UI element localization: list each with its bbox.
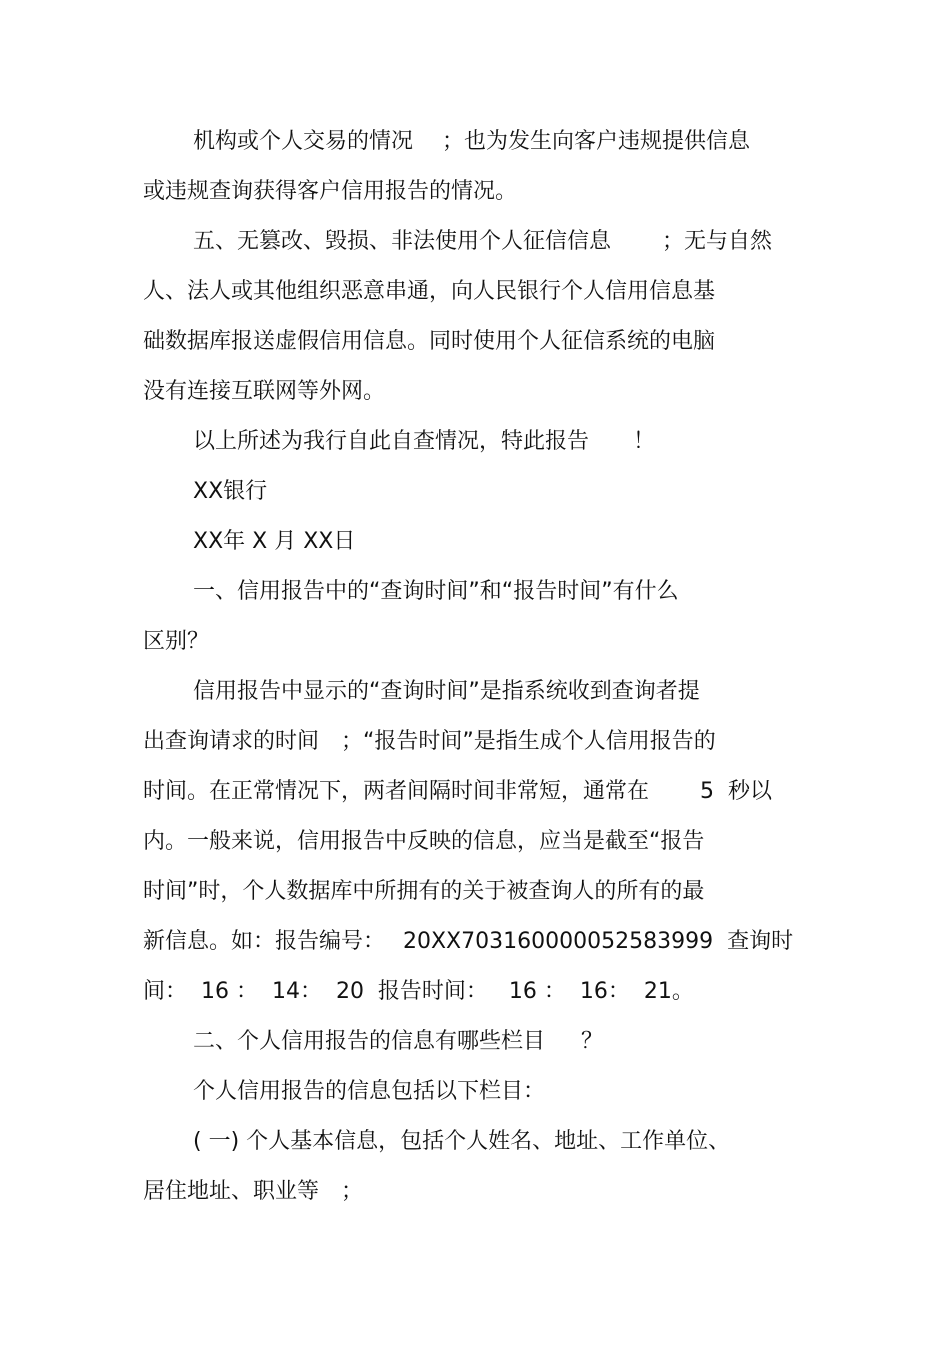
text-line: 人、法人或其他组织恶意串通，向人民银行个人信用信息基 [143, 279, 716, 304]
text-line: 五、无篡改、毁损、非法使用个人征信信息 ；无与自然 [193, 229, 772, 254]
signature-bank: XX银行 [193, 479, 268, 504]
text-line: 内。一般来说，信用报告中反映的信息，应当是截至“报告 [143, 829, 705, 854]
text-line: 以上所述为我行自此自查情况，特此报告 ！ [193, 429, 656, 454]
question-heading: 一、信用报告中的“查询时间”和“报告时间”有什么 [193, 579, 679, 604]
text-line: 础数据库报送虚假信用信息。同时使用个人征信系统的电脑 [143, 329, 716, 354]
text-line: 间： 16 ： 14： 20 报告时间： 16 ： 16： 21。 [143, 979, 694, 1004]
question-heading: 二、个人信用报告的信息有哪些栏目 ？ [193, 1029, 603, 1054]
text-line: 或违规查询获得客户信用报告的情况。 [143, 179, 518, 204]
text-line: 信用报告中显示的“查询时间”是指系统收到查询者提 [193, 679, 700, 704]
text-line: 时间。在正常情况下，两者间隔时间非常短，通常在 5 秒以 [143, 779, 772, 804]
text-line: 居住地址、职业等 ； [143, 1179, 364, 1204]
text-line: 机构或个人交易的情况 ；也为发生向客户违规提供信息 [193, 129, 750, 154]
text-line: 个人信用报告的信息包括以下栏目： [193, 1079, 546, 1104]
text-line: ( 一) 个人基本信息，包括个人姓名、地址、工作单位、 [193, 1129, 731, 1154]
text-line: 区别？ [143, 629, 210, 654]
text-line: 出查询请求的时间 ；“报告时间”是指生成个人信用报告的 [143, 729, 716, 754]
text-line: 时间”时，个人数据库中所拥有的关于被查询人的所有的最 [143, 879, 705, 904]
text-line: 没有连接互联网等外网。 [143, 379, 386, 404]
text-line: 新信息。如：报告编号： 20XX703160000052583999 查询时 [143, 929, 794, 954]
signature-date: XX年 X 月 XX日 [193, 529, 356, 554]
